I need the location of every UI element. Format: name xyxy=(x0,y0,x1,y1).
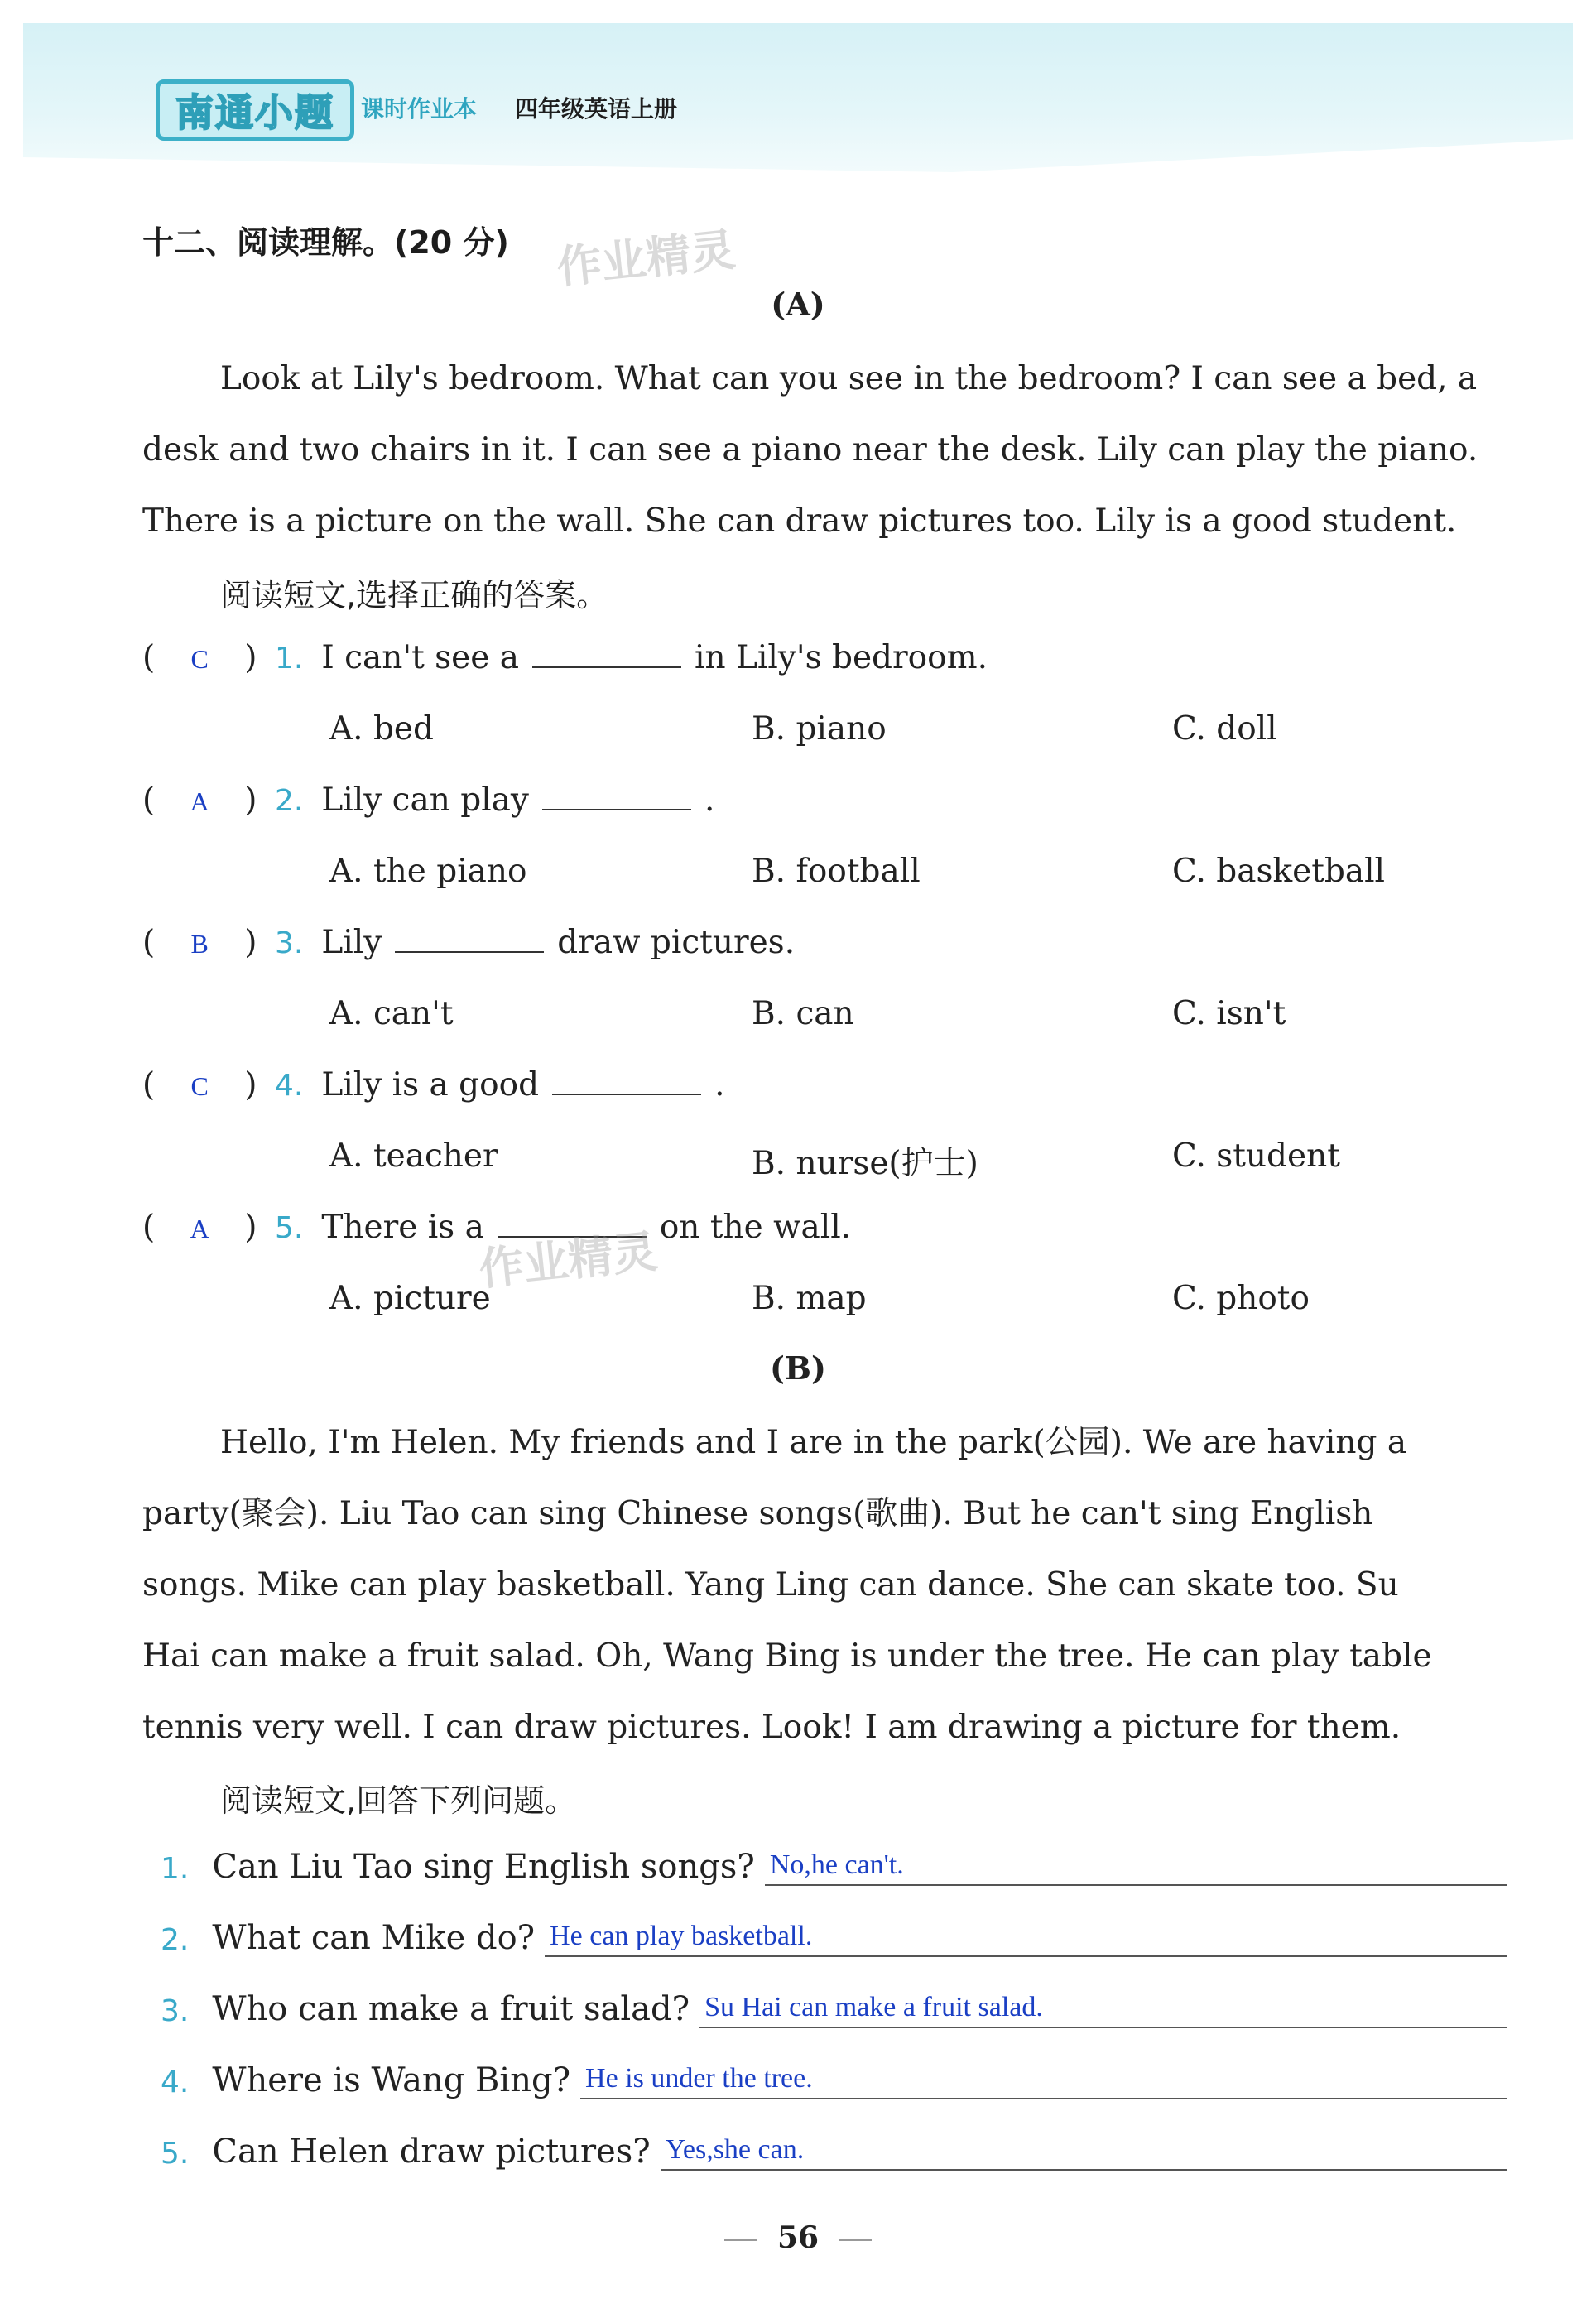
answer-blank xyxy=(532,640,681,668)
passage-line: songs. Mike can play basketball. Yang Ling can dance. She can skate too. Su xyxy=(142,1566,1399,1604)
question-text: Where is Wang Bing? xyxy=(212,2061,571,2099)
passage-line: Hai can make a fruit salad. Oh, Wang Bing is under the tree. He can play table xyxy=(142,1638,1432,1675)
option-b: B. nurse(护士) xyxy=(752,1145,978,1182)
question-text: Lily xyxy=(321,924,382,961)
question-number: 4. xyxy=(161,2066,190,2099)
handwritten-answer: He can play basketball. xyxy=(550,1921,813,1951)
answer-blank xyxy=(552,1067,701,1095)
passage-line: Look at Lily's bedroom. What can you see in the bedroom? I can see a bed, a xyxy=(220,360,1478,397)
question-number: 1. xyxy=(161,1852,190,1886)
handwritten-answer: Yes,she can. xyxy=(665,2134,805,2165)
qa-4 xyxy=(161,2056,1507,2099)
header-grade: 四年级英语上册 xyxy=(515,95,678,123)
question-number: 1. xyxy=(275,642,304,676)
question-text: There is a xyxy=(321,1209,484,1246)
passage-line: There is a picture on the wall. She can draw pictures too. Lily is a good student. xyxy=(142,503,1457,540)
part-b-instruction: 阅读短文,回答下列问题。 xyxy=(220,1782,577,1819)
question-number: 5. xyxy=(275,1211,304,1245)
part-a-label: (A) xyxy=(771,286,825,323)
question-number: 3. xyxy=(161,1994,190,2028)
option-b: B. piano xyxy=(752,710,887,748)
part-a-instruction: 阅读短文,选择正确的答案。 xyxy=(220,577,608,613)
page-number xyxy=(0,2220,1596,2255)
handwritten-answer: Su Hai can make a fruit salad. xyxy=(704,1992,1043,2022)
answer-choice: C xyxy=(190,1071,209,1101)
question-text: Can Helen draw pictures? xyxy=(212,2133,651,2171)
option-a: A. can't xyxy=(329,995,454,1032)
question-text: Can Liu Tao sing English songs? xyxy=(212,1848,755,1886)
qa-1 xyxy=(161,1843,1507,1886)
option-b: B. map xyxy=(752,1280,867,1317)
question-text: What can Mike do? xyxy=(212,1919,536,1957)
option-a: A. picture xyxy=(329,1280,491,1317)
question-text: draw pictures. xyxy=(557,924,796,961)
handwritten-answer: He is under the tree. xyxy=(585,2063,813,2094)
question-number: 3. xyxy=(275,926,304,960)
option-c: C. doll xyxy=(1172,710,1277,748)
watermark: 作业精灵 xyxy=(476,1224,661,1296)
qa-3 xyxy=(161,1985,1507,2028)
option-b: B. can xyxy=(752,995,854,1032)
option-a: A. bed xyxy=(329,710,434,748)
part-a-passage xyxy=(142,344,1508,557)
answer-choice: B xyxy=(190,929,209,959)
section-title: 十二、阅读理解。(20 分) xyxy=(142,224,509,261)
page-number-text: 56 xyxy=(776,2220,820,2255)
option-c: C. isn't xyxy=(1172,995,1286,1032)
question-number: 4. xyxy=(275,1069,304,1103)
option-c: C. photo xyxy=(1172,1280,1310,1317)
part-b-passage xyxy=(142,1407,1508,1763)
question-2: ( A ) 2. Lily can play . xyxy=(142,781,715,819)
answer-line[interactable] xyxy=(580,2056,1507,2099)
qa-5 xyxy=(161,2128,1507,2171)
question-text: in Lily's bedroom. xyxy=(695,639,988,676)
answer-choice: C xyxy=(190,644,209,674)
qa-2 xyxy=(161,1914,1507,1957)
option-a: A. the piano xyxy=(329,853,527,890)
option-b: B. football xyxy=(752,853,921,890)
passage-line: desk and two chairs in it. I can see a piano near the desk. Lily can play the piano. xyxy=(142,431,1478,469)
passage-line: party(聚会). Liu Tao can sing Chinese songs(歌曲). But he can't sing English xyxy=(142,1495,1373,1532)
question-text: . xyxy=(704,781,715,819)
question-number: 2. xyxy=(275,784,304,818)
part-b-label: (B) xyxy=(769,1349,827,1387)
handwritten-answer: No,he can't. xyxy=(769,1849,904,1880)
question-5: ( A ) 5. There is a on the wall. xyxy=(142,1209,852,1246)
question-number: 2. xyxy=(161,1923,190,1957)
question-1: ( C ) 1. I can't see a in Lily's bedroom. xyxy=(142,639,988,676)
answer-line[interactable] xyxy=(699,1985,1507,2028)
question-4: ( C ) 4. Lily is a good . xyxy=(142,1066,725,1104)
answer-choice: A xyxy=(190,786,209,816)
answer-line[interactable] xyxy=(545,1914,1507,1957)
answer-blank xyxy=(542,782,691,810)
question-3: ( B ) 3. Lily draw pictures. xyxy=(142,924,796,961)
answer-choice: A xyxy=(190,1214,209,1243)
logo: 南通小题 xyxy=(156,79,354,141)
divider xyxy=(724,2239,757,2241)
answer-line[interactable] xyxy=(661,2128,1507,2171)
watermark: 作业精灵 xyxy=(554,223,738,295)
option-a: A. teacher xyxy=(329,1137,498,1175)
question-text: Who can make a fruit salad? xyxy=(212,1990,690,2028)
header-subtitle: 课时作业本 xyxy=(361,95,478,123)
option-c: C. student xyxy=(1172,1137,1340,1175)
divider xyxy=(839,2239,872,2241)
question-text: . xyxy=(714,1066,725,1104)
question-number: 5. xyxy=(161,2137,190,2171)
question-text: on the wall. xyxy=(659,1209,852,1246)
answer-line[interactable] xyxy=(765,1843,1507,1886)
answer-blank xyxy=(395,925,544,953)
question-text: I can't see a xyxy=(321,639,519,676)
passage-line: Hello, I'm Helen. My friends and I are in the park(公园). We are having a xyxy=(220,1424,1407,1461)
option-c: C. basketball xyxy=(1172,853,1386,890)
passage-line: tennis very well. I can draw pictures. Look! I am drawing a picture for them. xyxy=(142,1709,1401,1746)
question-text: Lily can play xyxy=(321,781,529,819)
question-text: Lily is a good xyxy=(321,1066,540,1104)
